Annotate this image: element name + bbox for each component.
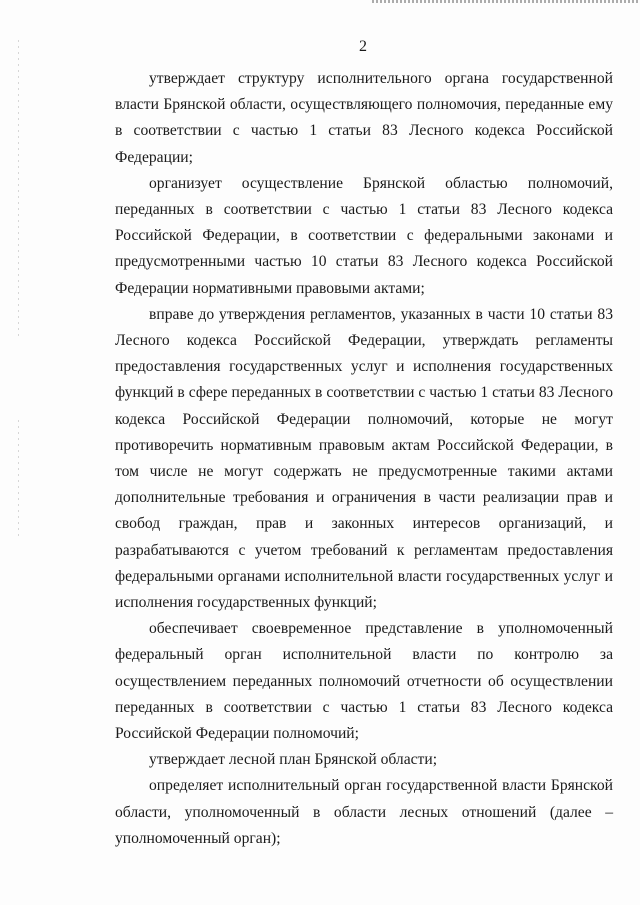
paragraph-reporting: обеспечивает своевременное представление в уполномоченный федеральный орган исполнительной власти по контролю за осуществлением переданных полномочий отчетности об осуществлении переданных в соответствии с частью 1 статьи 83 Лесного кодекса Российской Федерации полномочий; [115, 620, 613, 743]
scan-edge-line [372, 0, 640, 3]
paragraph-forest-plan: утверждает лесной план Брянской области; [149, 751, 438, 769]
scan-margin-artifact [18, 40, 19, 340]
scan-margin-artifact [18, 420, 19, 540]
document-body [115, 66, 613, 852]
paragraph-structure: утверждает структуру исполнительного органа государственной власти Брянской области, осуществляющего полномочия, переданные ему в соответствии с частью 1 статьи 83 Лесного кодекса Российской Федерации; [115, 70, 613, 166]
paragraph-authorized-body: определяет исполнительный орган государственной власти Брянской области, уполномоченный в области лесных отношений (далее – уполномоченный орган); [115, 777, 613, 847]
paragraph-regulations: вправе до утверждения регламентов, указанных в части 10 статьи 83 Лесного кодекса Российской Федерации, утверждать регламенты предоставления государственных услуг и исполнения государственных функций в сфере переданных в соответствии с частью 1 статьи 83 Лесного кодекса Российской Федерации полномочий, которые не могут противоречить нормативным правовым актам Российской Федерации, в том числе не могут содержать не предусмотренные такими актами дополнительные требования и ограничения в части реализации прав и свобод граждан, прав и законных интересов организаций, и разрабатываются с учетом требований к регламентам предоставления федеральными органами исполнительной власти государственных услуг и исполнения государственных функций; [115, 305, 613, 612]
page-number: 2 [359, 38, 367, 55]
paragraph-organizes: организует осуществление Брянской областью полномочий, переданных в соответствии с частью 1 статьи 83 Лесного кодекса Российской Федерации, в соответствии с федеральными законами и предусмотренными частью 10 статьи 83 Лесного кодекса Российской Федерации нормативными правовыми актами; [115, 174, 613, 297]
